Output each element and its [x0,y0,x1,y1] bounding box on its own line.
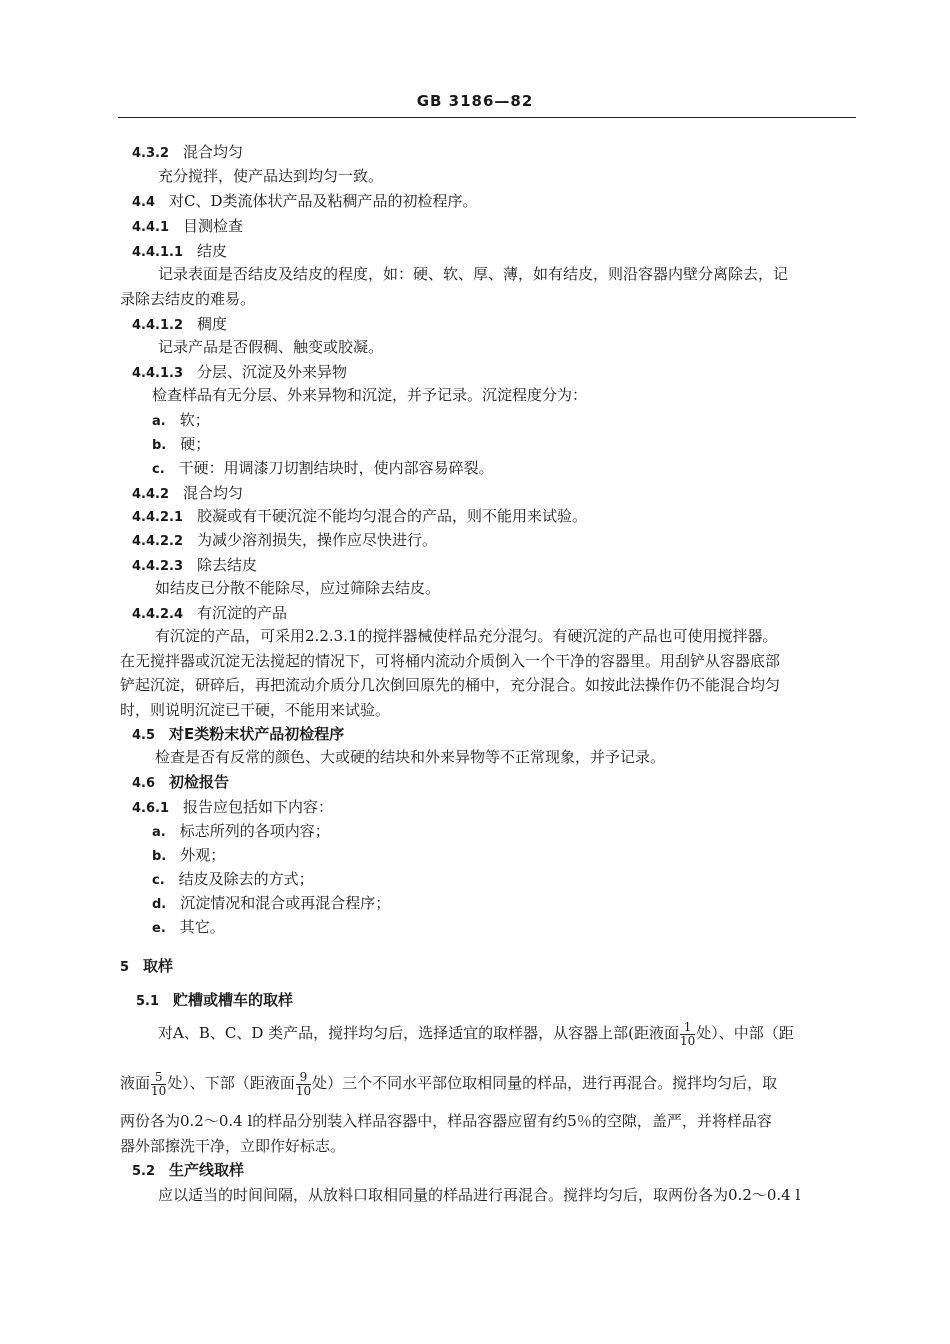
paragraph-line: 记录表面是否结皮及结皮的程度，如：硬、软、厚、薄，如有结皮，则沿容器内壁分离除去，记 [158,265,789,283]
list-item: c. 结皮及除去的方式； [152,870,314,888]
header-rule [118,117,856,118]
section-heading: 4.4.2.4 有沉淀的产品 [132,604,288,622]
fraction: $\frac{1}{10}$ [679,1019,696,1048]
section-heading: 4.4.2.1 胶凝或有干硬沉淀不能均匀混合的产品，则不能用来试验。 [132,507,588,525]
section-heading: 4.4.2.3 除去结皮 [132,556,258,574]
paragraph-line: 时，则说明沉淀已干硬，不能用来试验。 [120,701,391,719]
paragraph-line: 记录产品是否假稠、触变或胶凝。 [158,338,384,356]
section-heading: 4.4.2 混合均匀 [132,484,244,502]
paragraph-line-with-fraction: 对A、B、C、D 类产品，搅拌均匀后，选择适宜的取样器，从容器上部(距液面 $\frac{1}{10}$ 处）、中部（距 [158,1019,794,1048]
list-item: a. 软； [152,411,210,429]
section-heading: 4.5 对E类粉末状产品初检程序 [132,725,345,743]
paragraph-line: 应以适当的时间间隔，从放料口取相同量的样品进行再混合。搅拌均匀后，取两份各为0.2～0.4 l [158,1186,801,1204]
page-header: GB 3186—82 [416,92,534,110]
list-item: a. 标志所列的各项内容； [152,822,330,840]
section-heading: 4.6 初检报告 [132,773,230,791]
fraction: $\frac{5}{10}$ [151,1069,167,1098]
section-heading: 4.6.1 报告应包括如下内容： [132,798,334,816]
paragraph-line: 检查是否有反常的颜色、大或硬的结块和外来异物等不正常现象，并予记录。 [155,748,666,766]
paragraph-line: 检查样品有无分层、外来异物和沉淀，并予记录。沉淀程度分为： [152,386,588,404]
section-heading: 5.1 贮槽或槽车的取样 [136,991,294,1009]
paragraph-line: 器外部擦洗干净，立即作好标志。 [120,1137,346,1155]
list-item: b. 硬； [152,435,211,453]
paragraph-line: 铲起沉淀，研碎后，再把流动介质分几次倒回原先的桶中，充分混合。如按此法操作仍不能混合均匀 [120,676,781,694]
paragraph-line: 两份各为0.2～0.4 l的样品分别装入样品容器中，样品容器应留有约5％的空隙，盖严，并将样品容 [120,1112,772,1130]
section-heading: 4.4 对C、D类流体状产品及粘稠产品的初检程序。 [132,192,478,210]
paragraph-line: 录除去结皮的难易。 [120,290,256,308]
section-heading: 4.4.1.3 分层、沉淀及外来异物 [132,363,348,381]
fraction: $\frac{9}{10}$ [295,1069,312,1098]
section-heading: 4.4.2.2 为减少溶剂损失，操作应尽快进行。 [132,531,438,549]
paragraph-line: 在无搅拌器或沉淀无法搅起的情况下，可将桶内流动介质倒入一个干净的容器里。用刮铲从容器底部 [120,652,781,670]
chapter-heading: 5 取样 [120,957,174,975]
paragraph-line: 有沉淀的产品，可采用2.2.3.1的搅拌器械使样品充分混匀。有硬沉淀的产品也可使用搅拌器。 [155,627,778,645]
paragraph-line: 如结皮已分散不能除尽，应过筛除去结皮。 [155,579,441,597]
list-item: c. 干硬：用调漆刀切割结块时，使内部容易碎裂。 [152,459,494,477]
list-item: e. 其它。 [152,918,225,936]
list-item: b. 外观； [152,846,226,864]
section-heading: 5.2 生产线取样 [132,1161,245,1179]
paragraph-line-with-fraction: 液面 $\frac{5}{10}$ 处）、下部（距液面 $\frac{9}{10}$ 处）三个不同水平部位取相同量的样品，进行再混合。搅拌均匀后，取 [120,1069,778,1098]
section-heading: 4.4.1.2 稠度 [132,315,228,333]
list-item: d. 沉淀情况和混合或再混合程序； [152,894,391,912]
section-heading: 4.4.1 目测检查 [132,217,244,235]
section-heading: 4.3.2 混合均匀 [132,143,244,161]
paragraph-line: 充分搅拌，使产品达到均匀一致。 [158,167,384,185]
section-heading: 4.4.1.1 结皮 [132,242,228,260]
